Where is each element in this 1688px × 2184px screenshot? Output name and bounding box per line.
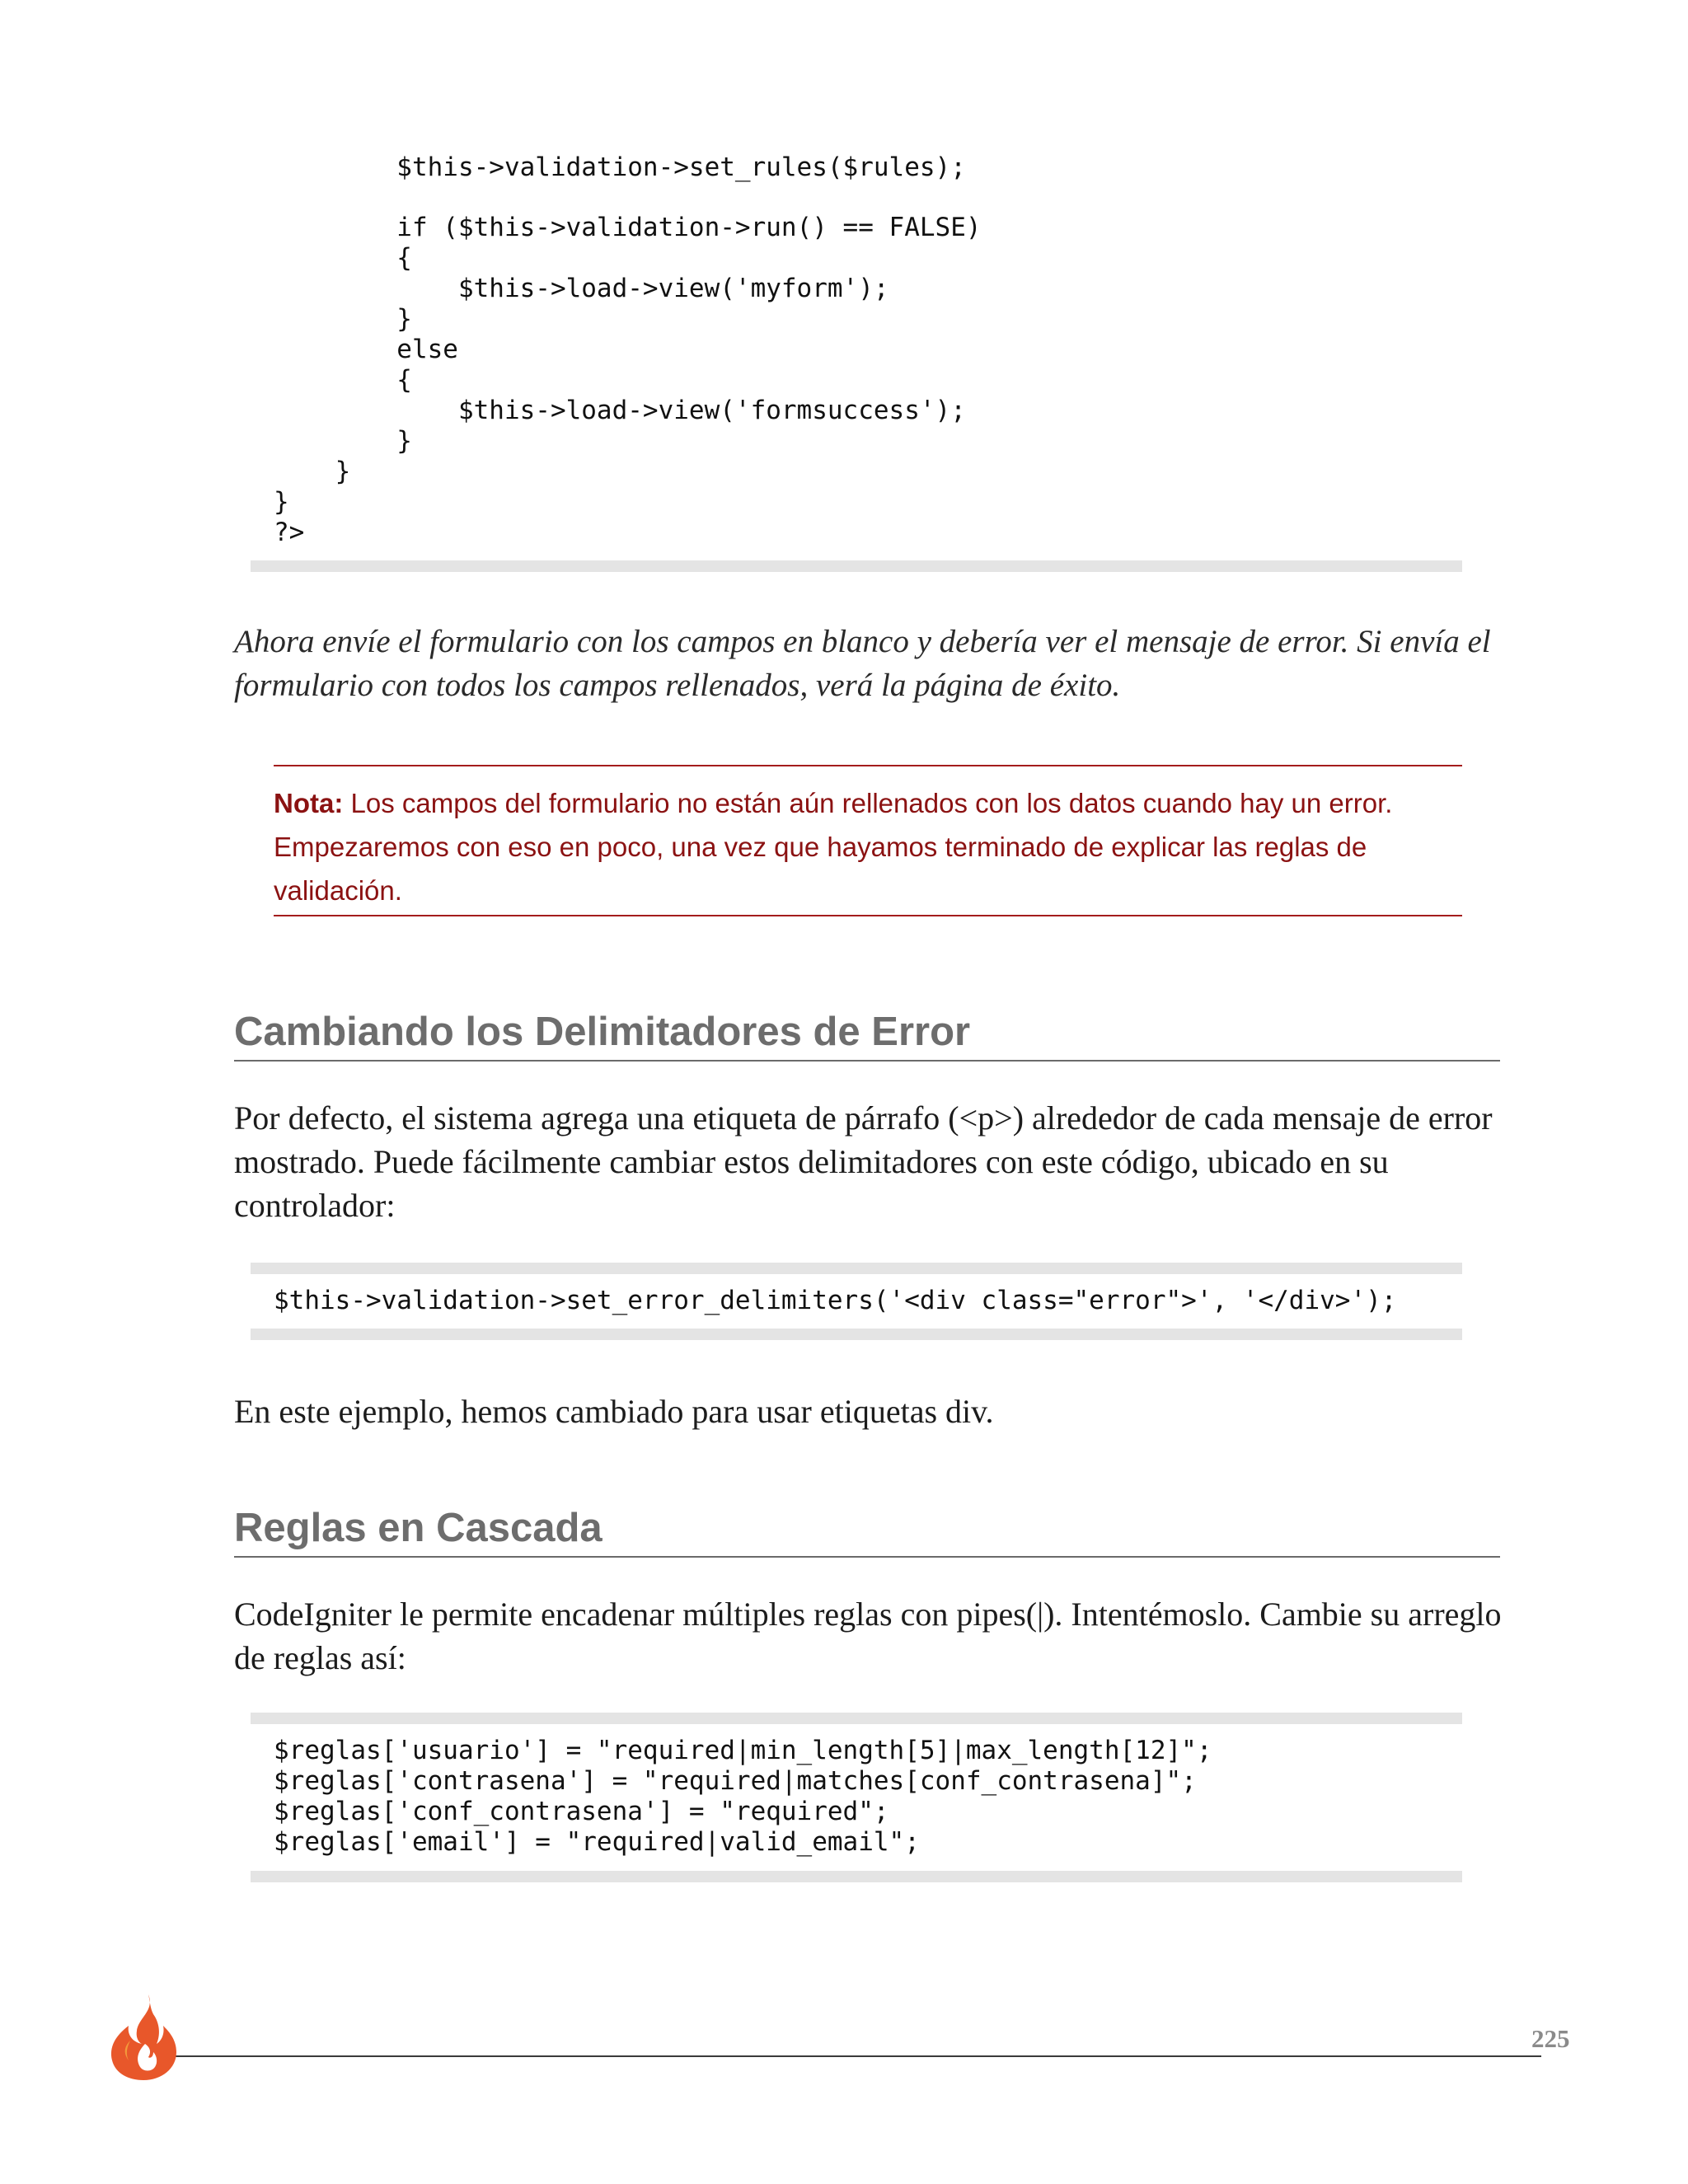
code-line: ?> bbox=[274, 518, 305, 547]
code-line: $this->load->view('formsuccess'); bbox=[274, 396, 966, 425]
code-line: } bbox=[274, 487, 289, 517]
code-line: $this->validation->set_rules($rules); bbox=[274, 152, 966, 182]
code-line: $reglas['email'] = "required|valid_email"; bbox=[274, 1827, 920, 1857]
section2-paragraph: CodeIgniter le permite encadenar múltiples reglas con pipes(|). Intentémoslo. Cambie su arreglo de reglas así: bbox=[234, 1596, 1502, 1676]
note-label: Nota: bbox=[274, 788, 344, 818]
code-line: $reglas['contrasena'] = "required|matches[conf_contrasena]"; bbox=[274, 1766, 1197, 1796]
section-heading-error-delimiters: Cambiando los Delimitadores de Error bbox=[234, 1007, 1500, 1062]
code-line-blank bbox=[274, 183, 982, 213]
code-line: } bbox=[274, 457, 351, 486]
code-block-bottom-bar bbox=[251, 1329, 1462, 1340]
intro-paragraph: Ahora envíe el formulario con los campos en blanco y debería ver el mensaje de error. Si envía el formulario con todos los campos rellenados, verá la página de éxito. bbox=[234, 624, 1491, 703]
code-line: { bbox=[274, 243, 412, 273]
code-line: else bbox=[274, 335, 458, 364]
code-line: if ($this->validation->run() == FALSE) bbox=[274, 213, 982, 242]
code-line: } bbox=[274, 426, 412, 456]
code-line: $reglas['usuario'] = "required|min_length[5]|max_length[12]"; bbox=[274, 1736, 1212, 1765]
codeigniter-flame-icon bbox=[106, 1993, 181, 2082]
code-block-bottom-bar bbox=[251, 1871, 1462, 1882]
code-line: } bbox=[274, 304, 412, 334]
section1-after-paragraph: En este ejemplo, hemos cambiado para usar etiquetas div. bbox=[234, 1393, 994, 1430]
code-block-bottom-bar bbox=[251, 560, 1462, 572]
note-body: Los campos del formulario no están aún rellenados con los datos cuando hay un error. Empezaremos con eso en poco, una vez que hayamos terminado de explicar las reglas de validación. bbox=[274, 788, 1393, 906]
footer-rule bbox=[173, 2055, 1541, 2057]
code-line: $reglas['conf_contrasena'] = "required"; bbox=[274, 1797, 889, 1826]
code-block-top bbox=[274, 152, 982, 548]
code-block-top-bar bbox=[251, 1263, 1462, 1274]
section-heading-cascading-rules: Reglas en Cascada bbox=[234, 1503, 1500, 1558]
section1-paragraph: Por defecto, el sistema agrega una etiqueta de párrafo (<p>) alrededor de cada mensaje de error mostrado. Puede fácilmente cambiar estos delimitadores con este código, ubicado en su controlador: bbox=[234, 1099, 1493, 1224]
note-text bbox=[274, 781, 1462, 912]
code-block-rules bbox=[274, 1736, 1212, 1858]
code-block-top-bar bbox=[251, 1713, 1462, 1724]
code-line: $this->load->view('myform'); bbox=[274, 274, 889, 303]
page-number: 225 bbox=[1531, 2024, 1570, 2053]
code-block-delimiters: $this->validation->set_error_delimiters('<div class="error">', '</div>'); bbox=[274, 1286, 1397, 1315]
note-box bbox=[274, 765, 1462, 916]
code-line: { bbox=[274, 365, 412, 395]
